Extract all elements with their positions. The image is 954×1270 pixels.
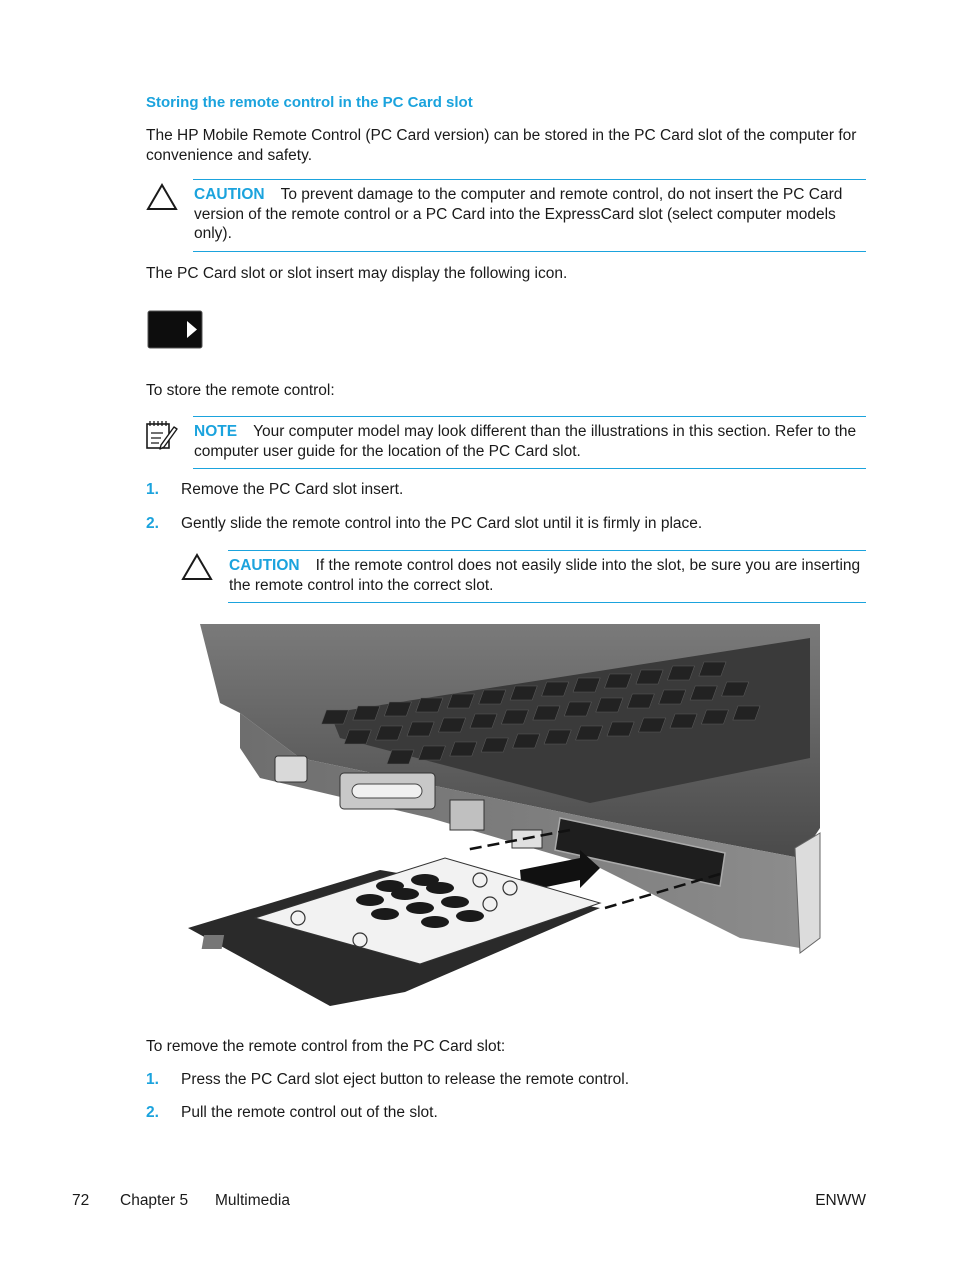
laptop-illustration xyxy=(180,618,826,1015)
note-text: Your computer model may look different than the illustrations in this section. Refer to the computer user guide for the location of the PC Card slot. xyxy=(194,423,857,460)
footer-chapter: Chapter 5 xyxy=(120,1192,189,1209)
remove-step-2-number: 2. xyxy=(146,1104,159,1121)
caution2-block xyxy=(229,556,866,595)
note-label: NOTE xyxy=(194,423,238,440)
caution-label: CAUTION xyxy=(194,186,265,203)
caution-top-rule xyxy=(193,179,866,180)
caution2-label: CAUTION xyxy=(229,557,300,574)
caution-block xyxy=(194,185,866,244)
remove-step-2-text: Pull the remote control out of the slot. xyxy=(181,1104,438,1121)
note-block xyxy=(194,422,866,461)
remove-intro: To remove the remote control from the PC Card slot: xyxy=(146,1038,506,1055)
remove-step-1-number: 1. xyxy=(146,1071,159,1088)
store-intro: To store the remote control: xyxy=(146,382,335,399)
caution2-top-rule xyxy=(228,550,866,551)
remove-step-1-text: Press the PC Card slot eject button to release the remote control. xyxy=(181,1071,630,1088)
footer-section: Multimedia xyxy=(215,1192,290,1209)
caution-text: To prevent damage to the computer and remote control, do not insert the PC Card version of the remote control or a PC Card into the ExpressCard slot (select computer models only). xyxy=(194,186,843,242)
footer-code: ENWW xyxy=(815,1192,866,1209)
page-number: 72 xyxy=(72,1192,90,1209)
section-title: Storing the remote control in the PC Card slot xyxy=(146,94,473,111)
store-step-2-text: Gently slide the remote control into the PC Card slot until it is firmly in place. xyxy=(181,515,703,532)
caution-bottom-rule xyxy=(193,251,866,252)
caution2-bottom-rule xyxy=(228,602,866,603)
caution2-text: If the remote control does not easily slide into the slot, be sure you are inserting the remote control into the correct slot. xyxy=(229,557,861,594)
note-icon xyxy=(144,418,178,457)
store-step-1-text: Remove the PC Card slot insert. xyxy=(181,481,404,498)
store-step-2-number: 2. xyxy=(146,515,159,532)
store-step-1-number: 1. xyxy=(146,481,159,498)
intro-paragraph: The HP Mobile Remote Control (PC Card version) can be stored in the PC Card slot of the computer for convenience and safety. xyxy=(146,127,857,164)
icon-note-paragraph: The PC Card slot or slot insert may display the following icon. xyxy=(146,265,568,282)
pc-card-icon xyxy=(147,310,203,354)
caution-icon xyxy=(146,183,178,216)
note-bottom-rule xyxy=(193,468,866,469)
caution-icon xyxy=(181,553,213,586)
note-top-rule xyxy=(193,416,866,417)
